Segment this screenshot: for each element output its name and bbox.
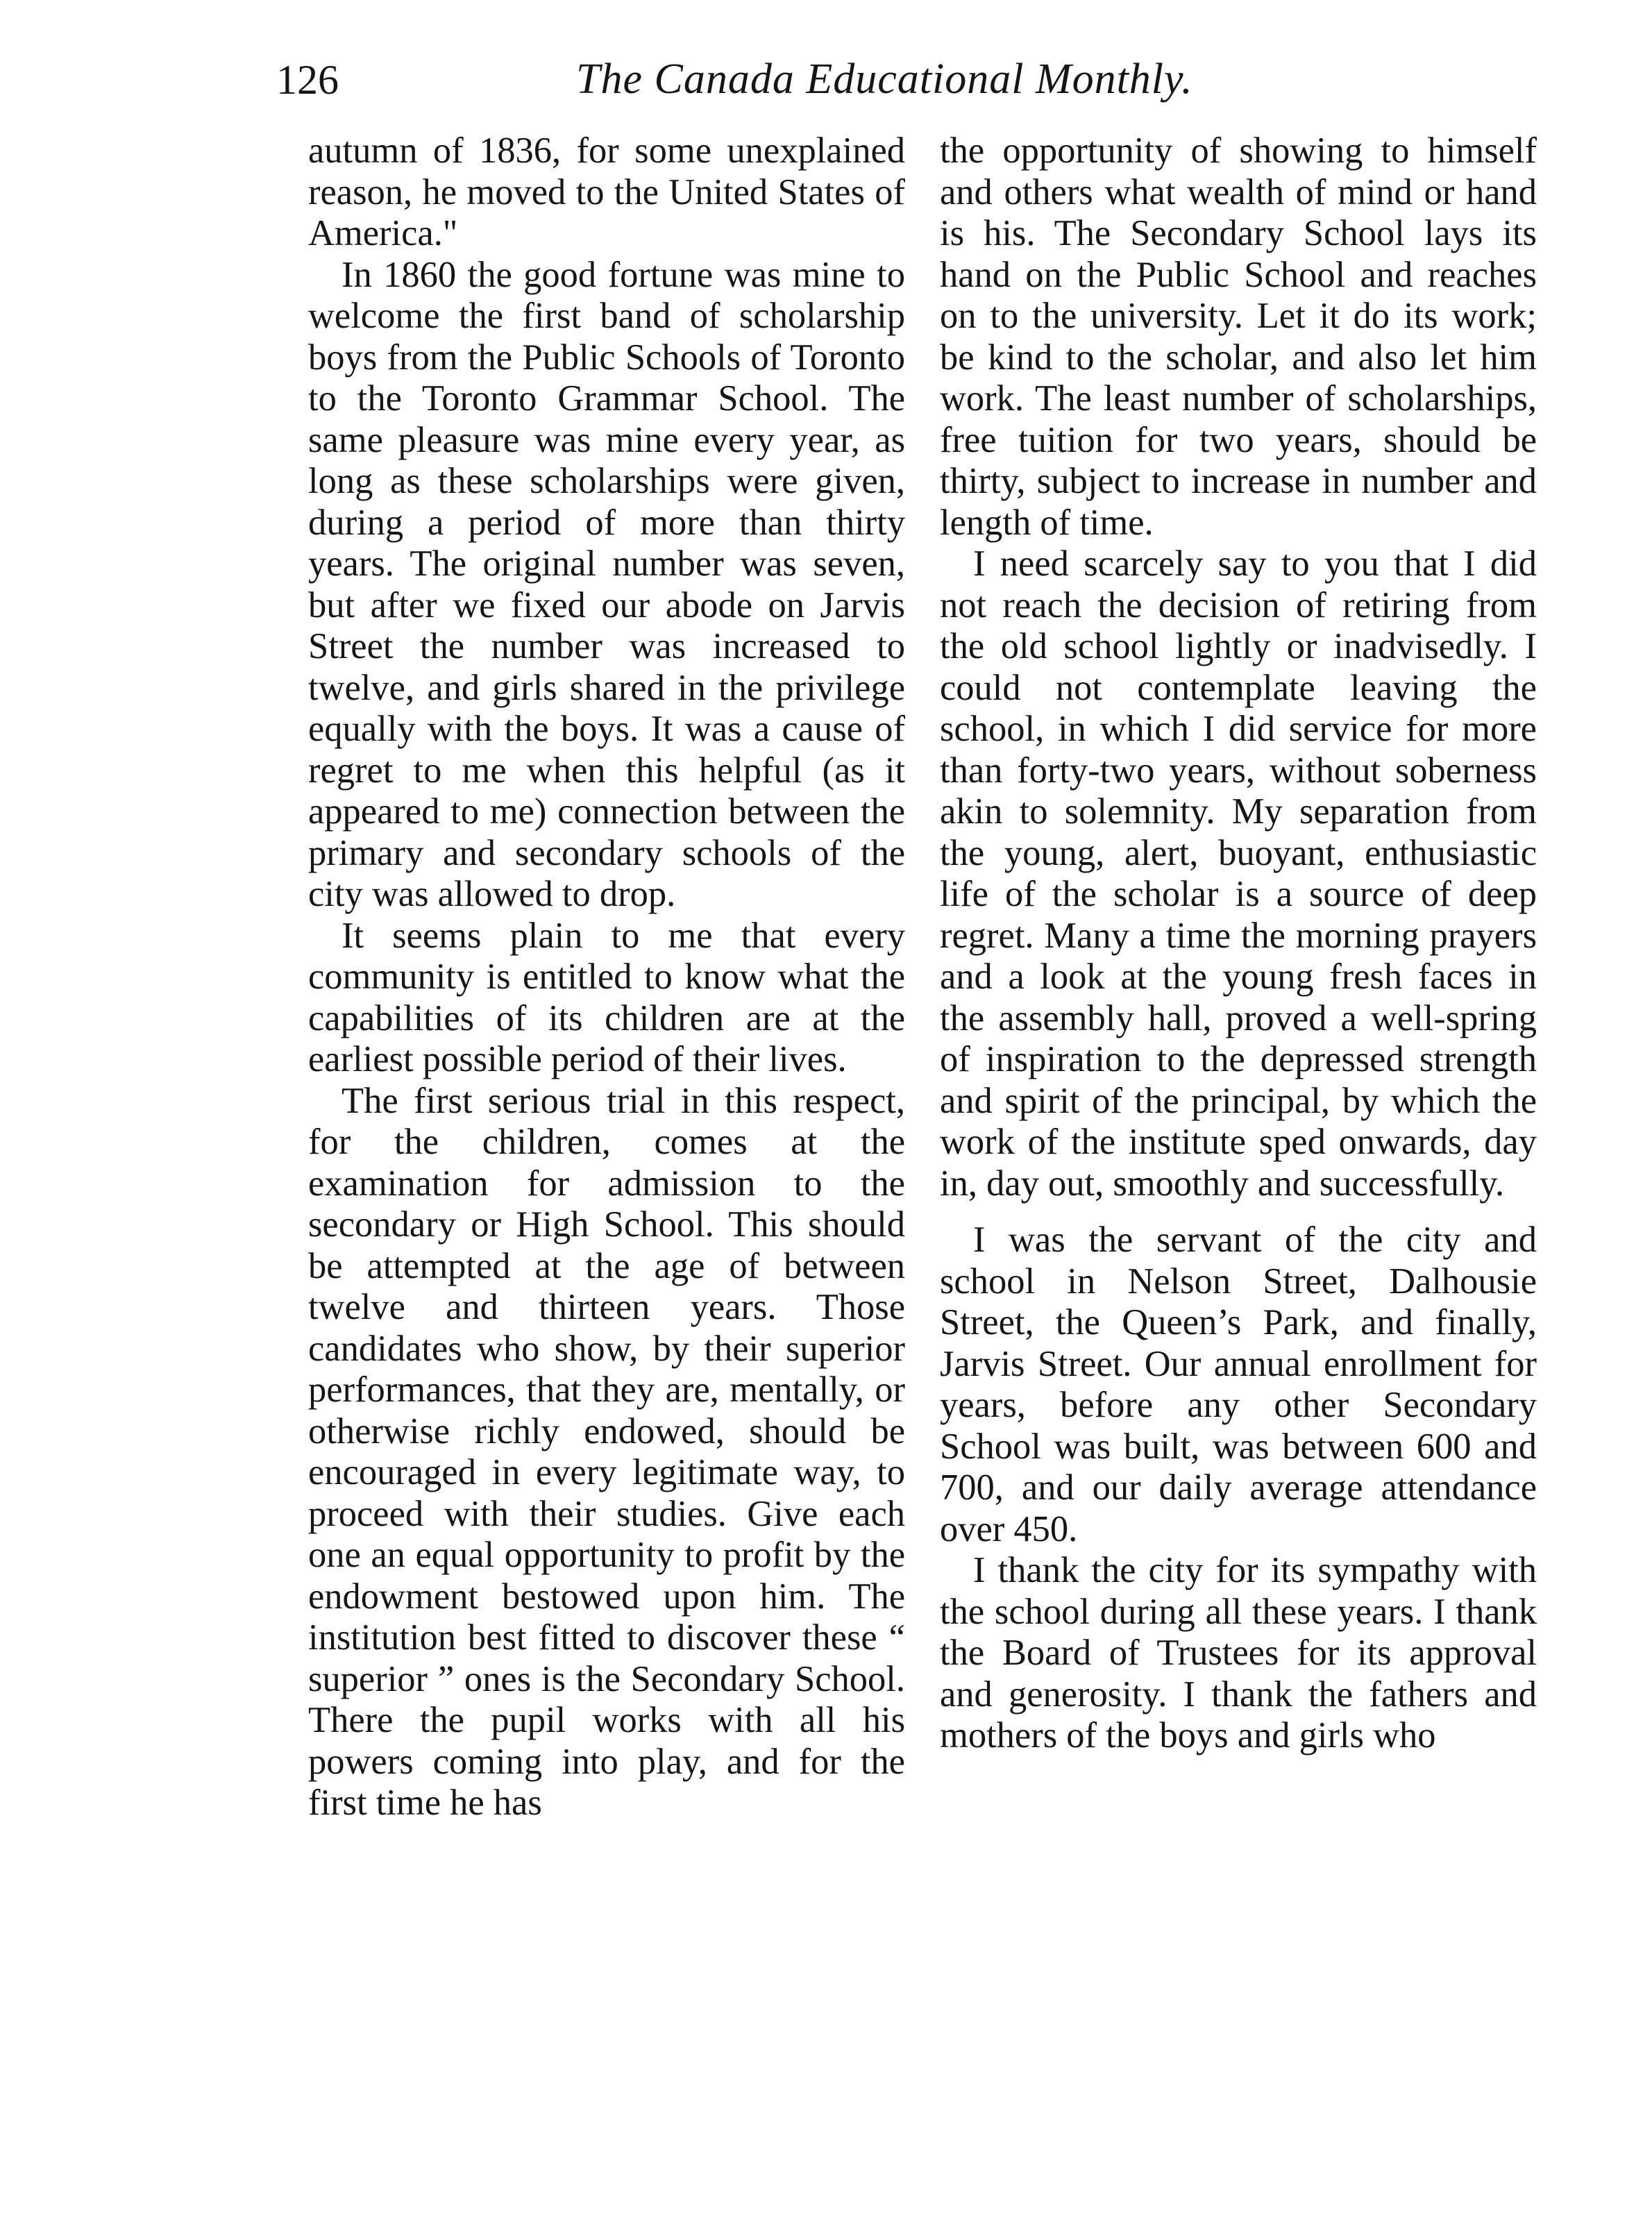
paragraph: I thank the city for its sympathy with the school during all these years. I thank the Board of Trustees for its approval and generosity. I thank the fathers and mothers of the boys and girls who	[940, 1550, 1537, 1756]
running-head: The Canada Educational Monthly.	[576, 56, 1193, 103]
paragraph: In 1860 the good fortune was mine to welcome the first band of scholarship boys from the Public Schools of Toronto to the Toronto Grammar School. The same pleasure was mine every year, as long as these scholarships were given, during a period of more than thirty years. The original number was seven, but after we fixed our abode on Jarvis Street the number was increased to twelve, and girls shared in the privilege equally with the boys. It was a cause of regret to me when this helpful (as it appeared to me) connection between the primary and secondary schools of the city was allowed to drop.	[308, 254, 905, 914]
paragraph: I need scarcely say to you that I did not reach the decision of retiring from the old school lightly or inadvisedly. I could not contemplate leaving the school, in which I did service for more than forty-two years, without soberness akin to solemnity. My separation from the young, alert, buoyant, enthusiastic life of the scholar is a source of deep regret. Many a time the morning prayers and a look at the young fresh faces in the assembly hall, proved a well-spring of inspiration to the depressed strength and spirit of the principal, by which the work of the institute sped onwards, day in, day out, smoothly and successfully.	[940, 544, 1537, 1204]
paragraph: It seems plain to me that every community is entitled to know what the capabilities of its children are at the earliest possible period of their lives.	[308, 915, 905, 1079]
right-column	[940, 131, 1537, 1757]
paragraph: I was the servant of the city and school in Nelson Street, Dalhousie Street, the Queen’s Park, and finally, Jarvis Street. Our annual enrollment for years, before any other Secondary School was built, was between 600 and 700, and our daily average attendance over 450.	[940, 1220, 1537, 1549]
paragraph: autumn of 1836, for some unexplained reason, he moved to the United States of America."	[308, 131, 905, 253]
page-number: 126	[276, 57, 339, 103]
paragraph: the opportunity of showing to himself and others what wealth of mind or hand is his. The Secondary School lays its hand on the Public School and reaches on to the university. Let it do its work; be kind to the scholar, and also let him work. The least number of scholarships, free tuition for two years, should be thirty, subject to increase in number and length of time.	[940, 131, 1537, 543]
left-column	[308, 131, 905, 1824]
paragraph: The first serious trial in this respect, for the children, comes at the examination for admission to the secondary or High School. This should be attempted at the age of between twelve and thirteen years. Those candidates who show, by their superior performances, that they are, mentally, or otherwise richly endowed, should be encouraged in every legitimate way, to proceed with their studies. Give each one an equal opportunity to profit by the endowment bestowed upon him. The institution best fitted to discover these “ superior ” ones is the Secondary School. There the pupil works with all his powers coming into play, and for the first time he has	[308, 1080, 905, 1823]
